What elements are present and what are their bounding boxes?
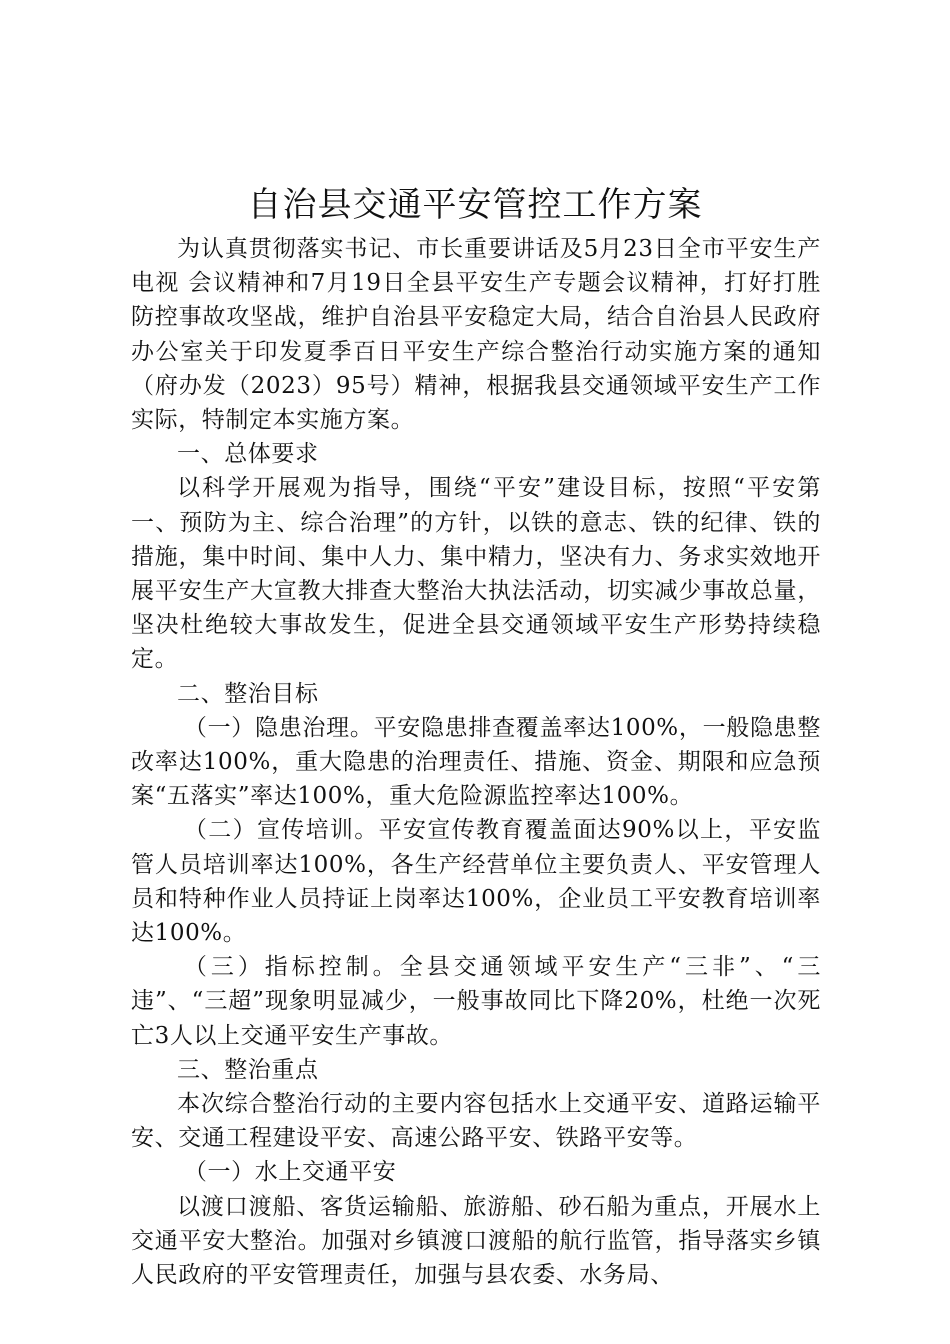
water-traffic-paragraph: 以渡口渡船、客货运输船、旅游船、砂石船为重点，开展水上交通平安大整治。加强对乡镇渡口渡船的航行监管，指导落实乡镇人民政府的平安管理责任，加强与县农委、水务局、 xyxy=(131,1193,821,1289)
target-publicity-training: （二）宣传培训。平安宣传教育覆盖面达90%以上，平安监管人员培训率达100%，各生产经营单位主要负责人、平安管理人员和特种作业人员持证上岗率达100%，企业员工平安教育培训率达100%。 xyxy=(131,817,821,947)
target-hazard-governance: （一）隐患治理。平安隐患排查覆盖率达100%，一般隐患整改率达100%，重大隐患的治理责任、措施、资金、期限和应急预案“五落实”率达100%，重大危险源监控率达100%。 xyxy=(131,714,821,810)
document-title: 自治县交通平安管控工作方案 xyxy=(247,185,703,225)
focus-paragraph: 本次综合整治行动的主要内容包括水上交通平安、道路运输平安、交通工程建设平安、高速公路平安、铁路平安等。 xyxy=(131,1091,821,1152)
section-heading-general-requirements: 一、总体要求 xyxy=(177,441,319,468)
section-heading-targets: 二、整治目标 xyxy=(177,680,319,707)
target-indicator-control: （三）指标控制。全县交通领域平安生产“三非”、“三违”、“三超”现象明显减少，一般事故同比下降20%，杜绝一次死亡3人以上交通平安生产事故。 xyxy=(131,954,821,1049)
document-body xyxy=(131,232,821,1292)
intro-paragraph: 为认真贯彻落实书记、市长重要讲话及5月23日全市平安生产电视 会议精神和7月19日全县平安生产专题会议精神，打好打胜防控事故攻坚战，维护自治县平安稳定大局，结合自治县人民政府办公室关于印发夏季百日平安生产综合整治行动实施方案的通知（府办发（2023）95号）精神，根据我县交通领域平安生产工作实际，特制定本实施方案。 xyxy=(131,236,821,434)
general-requirements-paragraph: 以科学开展观为指导，围绕“平安”建设目标，按照“平安第一、预防为主、综合治理”的方针，以铁的意志、铁的纪律、铁的措施，集中时间、集中人力、集中精力，坚决有力、务求实效地开展平安生产大宣教大排查大整治大执法活动，切实减少事故总量，坚决杜绝较大事故发生，促进全县交通领域平安生产形势持续稳定。 xyxy=(131,475,821,673)
subsection-heading-water-traffic: （一）水上交通平安 xyxy=(183,1159,397,1186)
section-heading-focus: 三、整治重点 xyxy=(177,1056,319,1083)
